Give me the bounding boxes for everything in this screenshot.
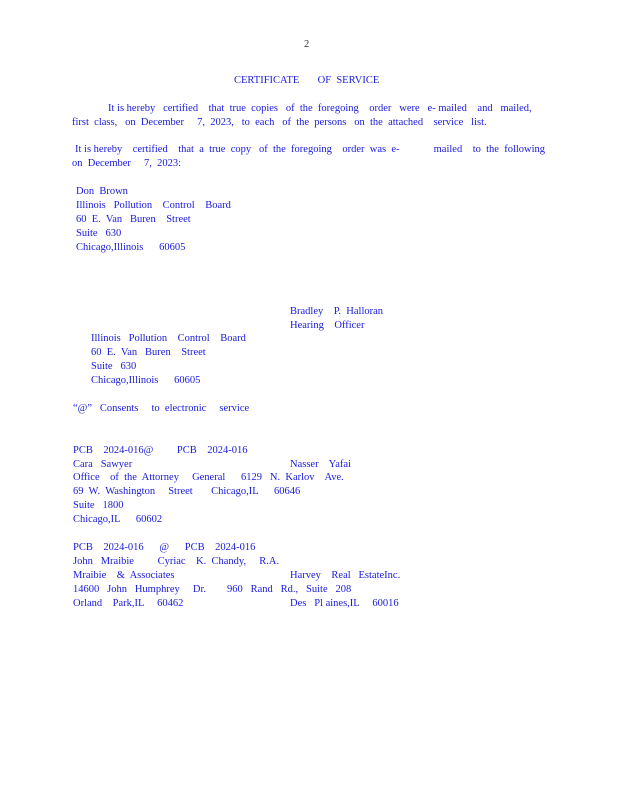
- service-line: Mraibie & Associates: [73, 570, 175, 581]
- page-number: 2: [304, 39, 310, 50]
- signer-title: Hearing Officer: [290, 320, 365, 331]
- service-line: Chicago,IL 60602: [73, 514, 163, 525]
- service-line: Office of the Attorney General 6129 N. Karlov Ave.: [73, 472, 344, 483]
- service-line: Suite 1800: [73, 500, 124, 511]
- service-line: Orland Park,IL 60462: [73, 598, 184, 609]
- service-line: 14600 John Humphrey Dr. 960 Rand Rd., Suite 208: [73, 584, 352, 595]
- paragraph-1-line-2: first class, on December 7, 2023, to each of the persons on the attached service list.: [72, 117, 487, 128]
- recipient-1-line: Illinois Pollution Control Board: [76, 200, 231, 211]
- recipient-1-line: Chicago,Illinois 60605: [76, 242, 186, 253]
- recipient-2-line: Suite 630: [91, 361, 137, 372]
- recipient-1-line: Suite 630: [76, 228, 122, 239]
- recipient-2-line: Illinois Pollution Control Board: [91, 333, 246, 344]
- case-header: PCB 2024-016@ PCB 2024-016: [73, 445, 248, 456]
- signer-name: Bradley P. Halloran: [290, 306, 384, 317]
- service-right-name: Nasser Yafai: [290, 459, 351, 470]
- case-header: PCB 2024-016 @ PCB 2024-016: [73, 542, 256, 553]
- recipient-1-line: 60 E. Van Buren Street: [76, 214, 191, 225]
- recipient-2-line: 60 E. Van Buren Street: [91, 347, 206, 358]
- paragraph-1-line-1: It is hereby certified that true copies of the foregoing order were e- mailed and mailed,: [108, 103, 532, 114]
- consent-note: “@” Consents to electronic service: [73, 403, 250, 414]
- service-line: John Mraibie Cyriac K. Chandy, R.A.: [73, 556, 280, 567]
- paragraph-2-line-2: on December 7, 2023:: [72, 158, 182, 169]
- recipient-2-line: Chicago,Illinois 60605: [91, 375, 201, 386]
- document-title: CERTIFICATE OF SERVICE: [234, 75, 380, 86]
- service-line: 69 W. Washington Street Chicago,IL 60646: [73, 486, 301, 497]
- paragraph-2-line-1: It is hereby certified that a true copy of the foregoing order was e- mailed to the following: [75, 144, 546, 155]
- recipient-1-line: Don Brown: [76, 186, 128, 197]
- service-right-line: Des Pl aines,IL 60016: [290, 598, 399, 609]
- service-right-line: Harvey Real EstateInc.: [290, 570, 401, 581]
- service-line: Cara Sawyer: [73, 459, 133, 470]
